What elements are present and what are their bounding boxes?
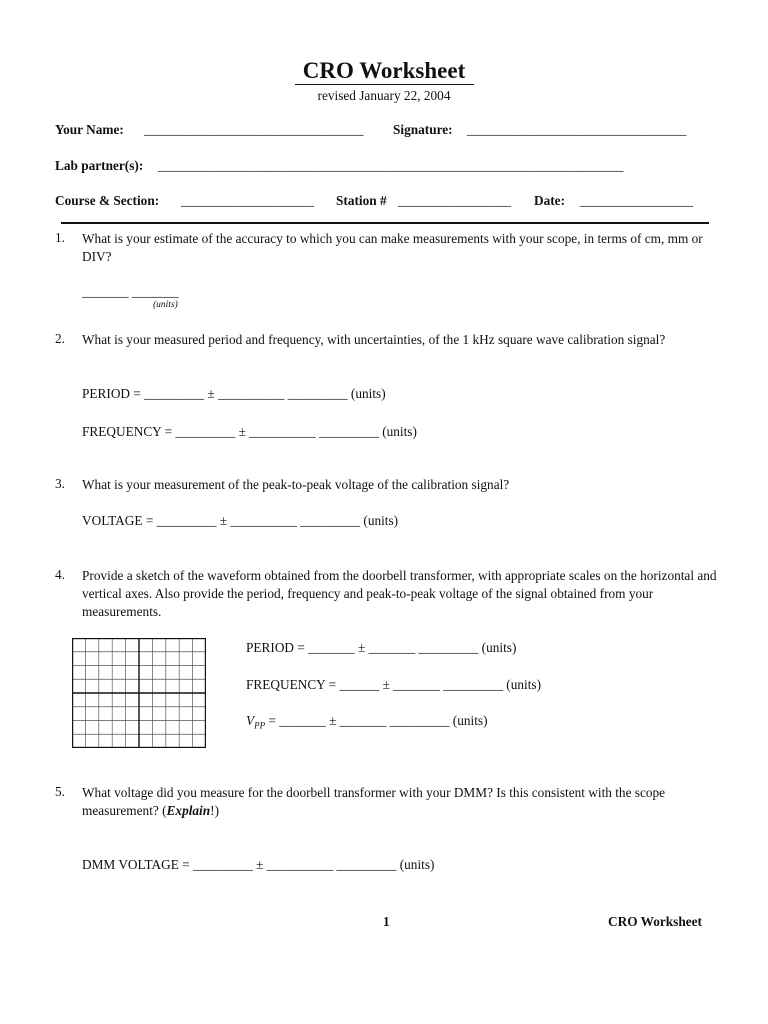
waveform-sketch-grid[interactable]	[72, 638, 206, 748]
q5-text-end: !)	[210, 803, 220, 818]
course-section-field[interactable]: ____________________	[181, 193, 314, 208]
q1-number: 1.	[55, 230, 65, 245]
vpp-blanks: = _______ ± _______ _________ (units)	[265, 713, 488, 728]
q5-text-main: What voltage did you measure for the doorbell transformer with your DMM? Is this consistent with the scope measurement? (	[82, 785, 666, 818]
vpp-subscript: PP	[254, 720, 266, 731]
name-field[interactable]: _________________________________	[144, 122, 364, 137]
station-field[interactable]: _________________	[398, 193, 512, 208]
date-label: Date:	[534, 193, 566, 208]
name-label: Your Name:	[55, 122, 124, 137]
q1-answer-blanks[interactable]: _______ _______	[82, 284, 179, 299]
q2-number: 2.	[55, 331, 65, 346]
q4-frequency-line[interactable]: FREQUENCY = ______ ± _______ _________ (units)	[246, 677, 542, 692]
q1-text: What is your estimate of the accuracy to which you can make measurements with your scope, in terms of cm, mm or DIV?	[82, 231, 703, 264]
q3-voltage-line[interactable]: VOLTAGE = _________ ± __________ _________ (units)	[82, 513, 399, 528]
q2-frequency-line[interactable]: FREQUENCY = _________ ± __________ _________ (units)	[82, 424, 417, 439]
q5-number: 5.	[55, 784, 65, 799]
lab-partner-field[interactable]: ______________________________________________________________________	[158, 158, 624, 173]
signature-field[interactable]: _________________________________	[467, 122, 687, 137]
revision-date: revised January 22, 2004	[317, 88, 451, 103]
signature-label: Signature:	[393, 122, 453, 137]
q5-text	[82, 784, 710, 820]
page-number: 1	[383, 914, 390, 929]
q5-dmm-voltage-line[interactable]: DMM VOLTAGE = _________ ± __________ _________ (units)	[82, 857, 435, 872]
q2-text: What is your measured period and frequency, with uncertainties, of the 1 kHz square wave calibration signal?	[82, 332, 666, 347]
q3-text: What is your measurement of the peak-to-peak voltage of the calibration signal?	[82, 477, 510, 492]
title-underline	[295, 84, 474, 85]
q3-number: 3.	[55, 476, 65, 491]
vpp-symbol: V	[246, 713, 255, 728]
q4-vpp-line[interactable]	[246, 713, 488, 731]
q4-number: 4.	[55, 567, 65, 582]
q1-units-label: (units)	[153, 300, 178, 310]
page-title: CRO Worksheet	[302, 58, 466, 83]
q4-text: Provide a sketch of the waveform obtained from the doorbell transformer, with appropriate scales on the horizontal and vertical axes. Also provide the period, frequency and peak-to-peak voltage of the signal obtained from your measurements.	[82, 568, 717, 619]
q4-period-line[interactable]: PERIOD = _______ ± _______ _________ (units)	[246, 640, 517, 655]
course-section-label: Course & Section:	[55, 193, 160, 208]
date-field[interactable]: _________________	[580, 193, 694, 208]
station-label: Station #	[336, 193, 387, 208]
lab-partner-label: Lab partner(s):	[55, 158, 144, 173]
header-divider	[61, 222, 709, 224]
footer-document-name: CRO Worksheet	[608, 914, 702, 929]
q2-period-line[interactable]: PERIOD = _________ ± __________ _________ (units)	[82, 386, 386, 401]
q5-explain-emphasis: Explain	[166, 803, 211, 818]
